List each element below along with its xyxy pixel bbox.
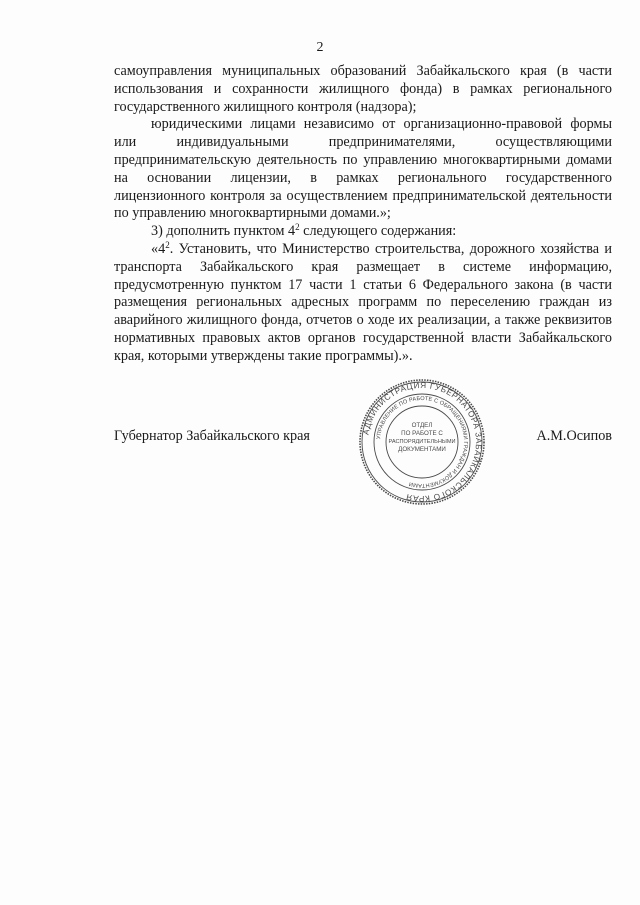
- paragraph-4-body: . Установить, что Министерство строительства, дорожного хозяйства и транспорта Забайкальского края размещает в системе информацию, предусмотренную пунктом 17 части 1 статьи 6 Федерального закона (в части размещения региональных адресных программ по переселению граждан из аварийного жилищного фонда, отчетов о ходе их реализации, а также реквизитов нормативных правовых актов органов государственной власти Забайкальского края, которыми утверждены такие программы).».: [114, 240, 612, 364]
- paragraph-2-continuation: предпринимательскую деятельность по управлению многоквартирными домами на основании лицензии, в рамках регионального государственного лицензионного контроля за осуществлением предпринимательской деятельности по управлению многоквартирными домами.»;: [114, 151, 612, 222]
- paragraph-1: самоуправления муниципальных образований Забайкальского края (в части использования и сохранности жилищного фонда) в рамках регионального государственного жилищного контроля (надзора);: [114, 63, 612, 115]
- seal-inner-text: УПРАВЛЕНИЕ ПО РАБОТЕ С ОБРАЩЕНИЯМИ ГРАЖДАН И ДОКУМЕНТАМИ: [376, 395, 469, 489]
- page-number: 2: [316, 40, 324, 55]
- paragraph-4-superscript: 2: [165, 239, 170, 250]
- seal-center-line-1: ОТДЕЛ: [411, 422, 433, 429]
- paragraph-3: [114, 223, 612, 241]
- paragraph-2-intro: юридическими лицами независимо от организационно-правовой формы или индивидуальными предпринимателями, осуществляющими: [114, 116, 612, 151]
- signer-name: А.М.Осипов: [536, 428, 612, 444]
- signer-title: Губернатор Забайкальского края: [114, 428, 310, 444]
- paragraph-4: [114, 241, 612, 366]
- document-body: [114, 63, 612, 366]
- paragraph-3-suffix: следующего содержания:: [299, 223, 457, 240]
- seal-center-line-2: ПО РАБОТЕ С: [401, 430, 443, 437]
- seal-center-line-4: ДОКУМЕНТАМИ: [398, 446, 446, 453]
- seal-outer-text: АДМИНИСТРАЦИЯ ГУБЕРНАТОРА ЗАБАЙКАЛЬСКОГО КРАЯ: [361, 380, 484, 504]
- paragraph-4-prefix: «4: [151, 240, 166, 257]
- official-seal-stamp: [357, 377, 487, 507]
- paragraph-3-superscript: 2: [295, 222, 300, 233]
- seal-center-line-3: РАСПОРЯДИТЕЛЬНЫМИ: [388, 439, 456, 445]
- seal-graphic: [357, 377, 487, 507]
- paragraph-3-prefix: 3) дополнить пунктом 4: [151, 223, 296, 240]
